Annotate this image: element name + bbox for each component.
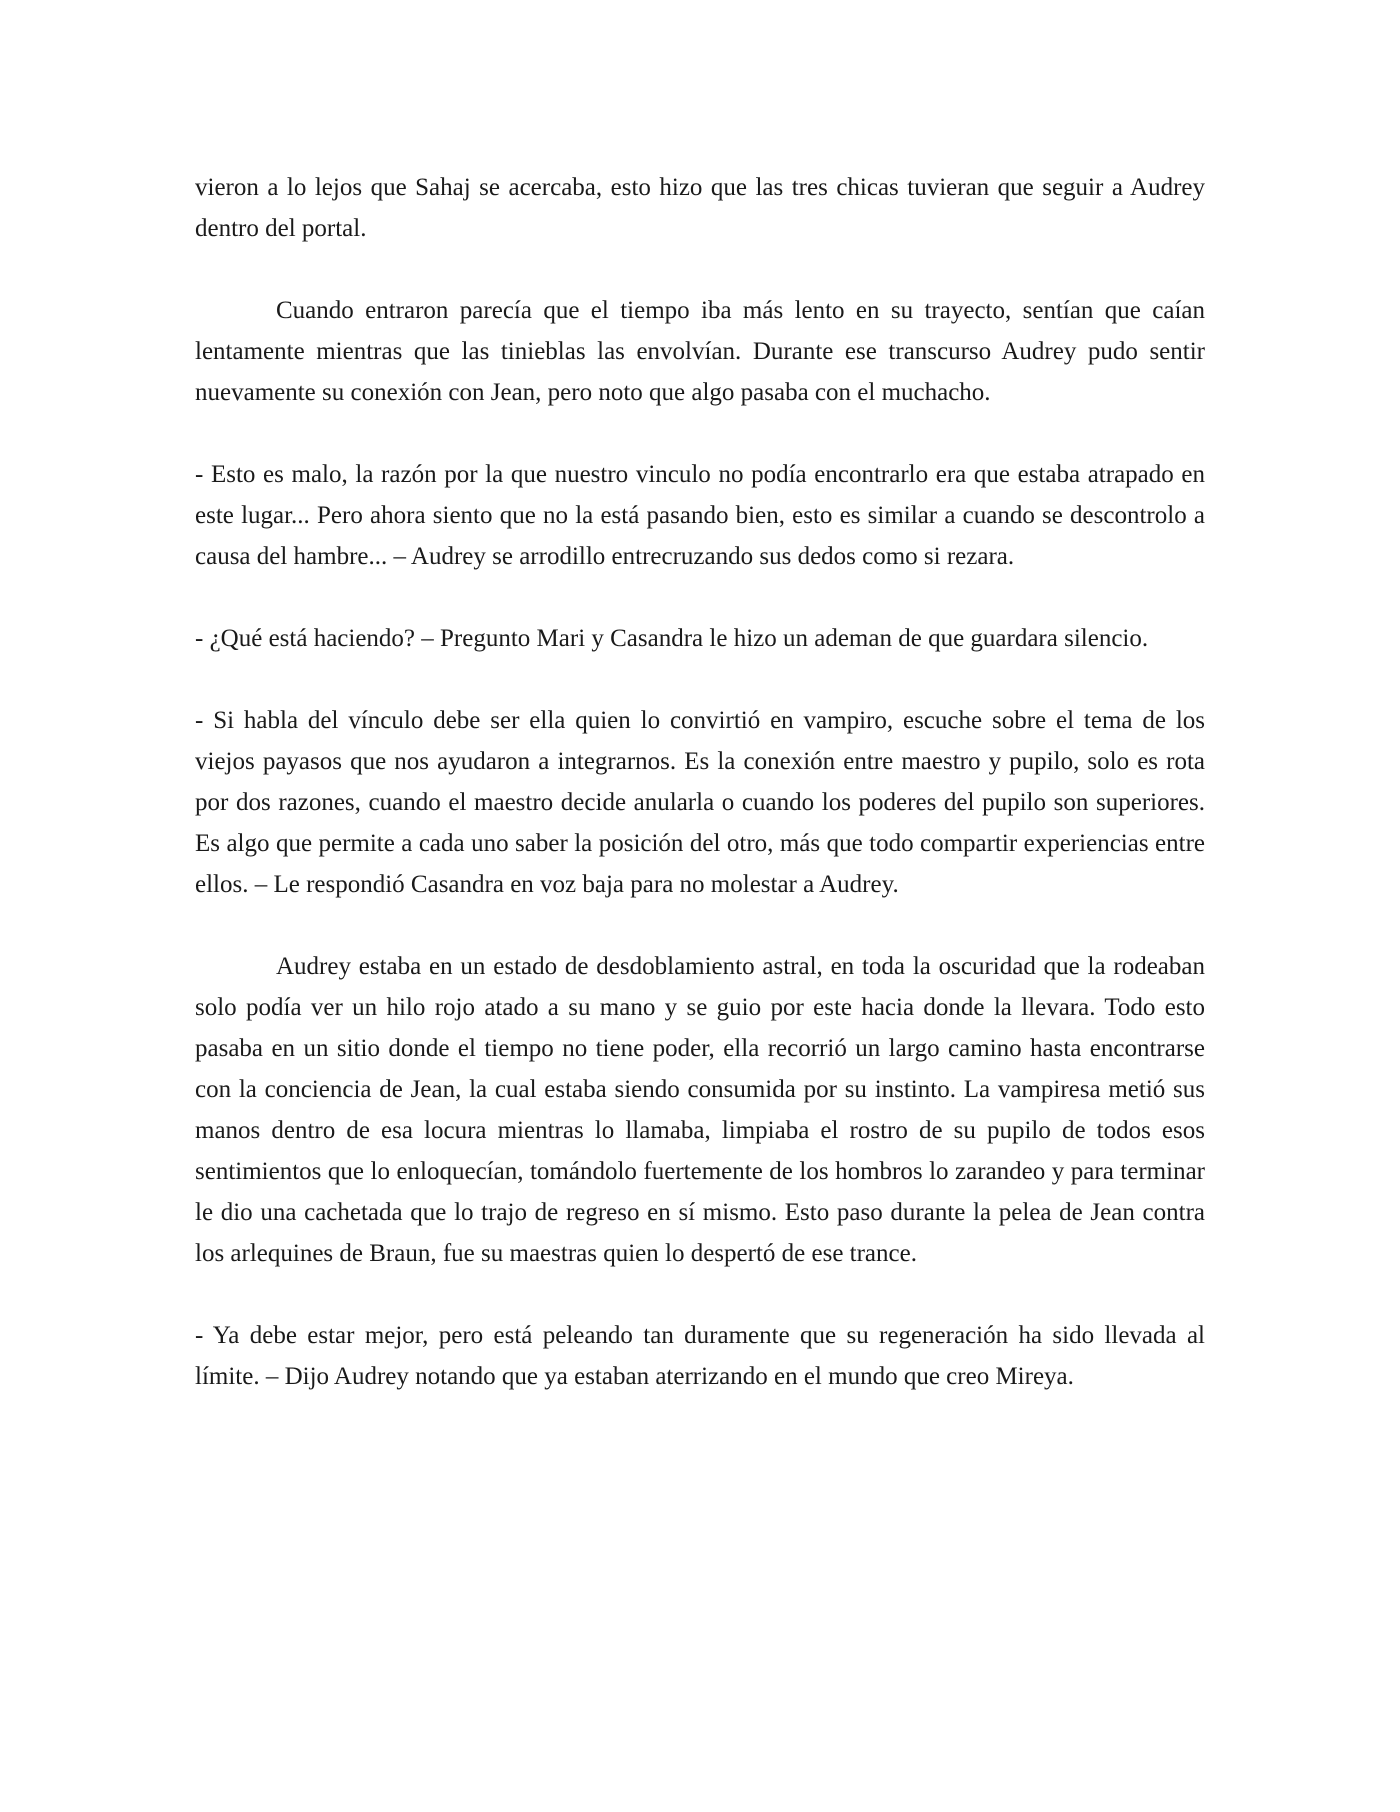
- document-page: [195, 167, 1205, 1438]
- paragraph-casandra-answer: - Si habla del vínculo debe ser ella quien lo convirtió en vampiro, escuche sobre el tema de los viejos payasos que nos ayudaron a integrarnos. Es la conexión entre maestro y pupilo, solo es rota por dos razones, cuando el maestro decide anularla o cuando los poderes del pupilo son superiores. Es algo que permite a cada uno saber la posición del otro, más que todo compartir experiencias entre ellos. – Le respondió Casandra en voz baja para no molestar a Audrey.: [195, 707, 1205, 898]
- paragraph-audrey-dialogue: - Esto es malo, la razón por la que nuestro vinculo no podía encontrarlo era que estaba atrapado en este lugar... Pero ahora siento que no la está pasando bien, esto es similar a cuando se descontrolo a causa del hambre... – Audrey se arrodillo entrecruzando sus dedos como si rezara.: [195, 461, 1205, 570]
- paragraph-audrey-landing: - Ya debe estar mejor, pero está peleando tan duramente que su regeneración ha sido llevada al límite. – Dijo Audrey notando que ya estaban aterrizando en el mundo que creo Mireya.: [195, 1322, 1205, 1390]
- paragraph-mari-question: - ¿Qué está haciendo? – Pregunto Mari y Casandra le hizo un ademan de que guardara silencio.: [195, 625, 1149, 652]
- paragraph-astral-projection: Audrey estaba en un estado de desdoblamiento astral, en toda la oscuridad que la rodeaban solo podía ver un hilo rojo atado a su mano y se guio por este hacia donde la llevara. Todo esto pasaba en un sitio donde el tiempo no tiene poder, ella recorrió un largo camino hasta encontrarse con la conciencia de Jean, la cual estaba siendo consumida por su instinto. La vampiresa metió sus manos dentro de esa locura mientras lo llamaba, limpiaba el rostro de su pupilo de todos esos sentimientos que lo enloquecían, tomándolo fuertemente de los hombros lo zarandeo y para terminar le dio una cachetada que lo trajo de regreso en sí mismo. Esto paso durante la pelea de Jean contra los arlequines de Braun, fue su maestras quien lo despertó de ese trance.: [195, 953, 1205, 1267]
- paragraph-continuation: vieron a lo lejos que Sahaj se acercaba, esto hizo que las tres chicas tuvieran que seguir a Audrey dentro del portal.: [195, 174, 1205, 242]
- paragraph-portal-entry: Cuando entraron parecía que el tiempo iba más lento en su trayecto, sentían que caían lentamente mientras que las tinieblas las envolvían. Durante ese transcurso Audrey pudo sentir nuevamente su conexión con Jean, pero noto que algo pasaba con el muchacho.: [195, 297, 1205, 406]
